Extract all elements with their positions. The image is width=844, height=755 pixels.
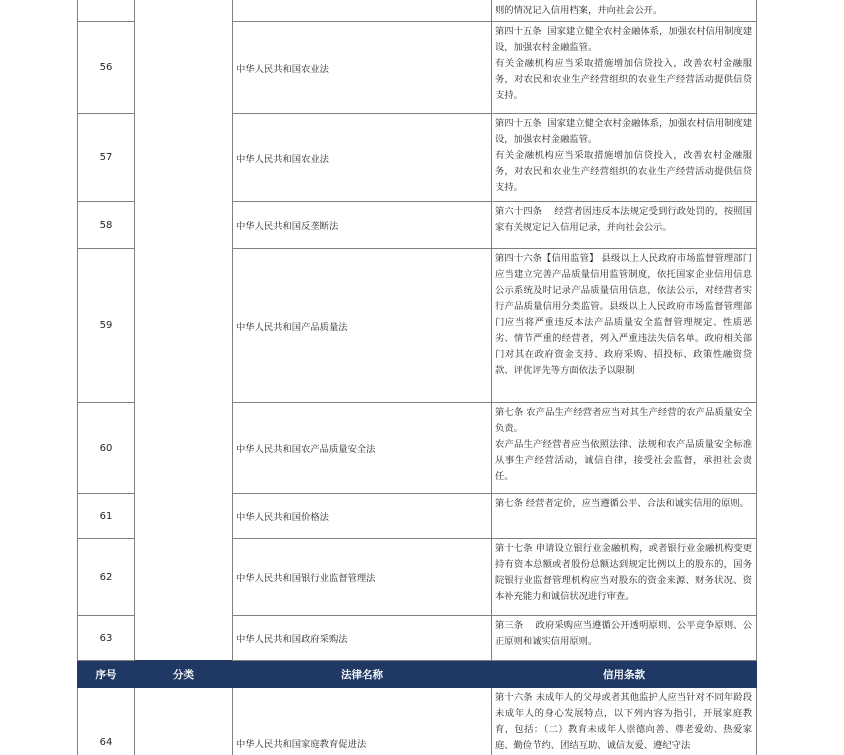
credit-clause: 第七条 农产品生产经营者应当对其生产经营的农产品质量安全负责。 农产品生产经营者应当依照法律、法规和农产品质量安全标准从事生产经营活动，诚信自律，接受社会监督，承担社会责任。 [492, 403, 757, 494]
law-name: 中华人民共和国农业法 [233, 114, 492, 202]
row-number [78, 0, 135, 22]
row-number: 60 [78, 403, 135, 494]
row-number: 56 [78, 22, 135, 114]
row-number: 61 [78, 494, 135, 539]
law-name [233, 0, 492, 22]
row-number: 62 [78, 539, 135, 616]
row-number: 64 [78, 688, 135, 755]
credit-law-table [77, 0, 757, 755]
credit-clause: 第四十五条 国家建立健全农村金融体系，加强农村信用制度建设，加强农村金融监管。 有关金融机构应当采取措施增加信贷投入，改善农村金融服务，对农民和农业生产经营组织的农业生产经营活动提供信贷支持。 [492, 114, 757, 202]
credit-clause: 第四十五条 国家建立健全农村金融体系，加强农村信用制度建设，加强农村金融监管。 有关金融机构应当采取措施增加信贷投入，改善农村金融服务，对农民和农业生产经营组织的农业生产经营活动提供信贷支持。 [492, 22, 757, 114]
row-number: 58 [78, 202, 135, 249]
law-name: 中华人民共和国农产品质量安全法 [233, 403, 492, 494]
credit-clause: 则的情况记入信用档案，并向社会公开。 [492, 0, 757, 22]
row-number: 63 [78, 616, 135, 661]
table-header-row [78, 661, 757, 688]
credit-clause: 第三条 政府采购应当遵循公开透明原则、公平竞争原则、公正原则和诚实信用原则。 [492, 616, 757, 661]
credit-clause: 第七条 经营者定价，应当遵循公平、合法和诚实信用的原则。 [492, 494, 757, 539]
law-name: 中华人民共和国农业法 [233, 22, 492, 114]
table-row [78, 688, 757, 755]
table-row [78, 0, 757, 22]
row-number: 59 [78, 249, 135, 403]
header-category: 分类 [135, 661, 233, 688]
law-name: 中华人民共和国政府采购法 [233, 616, 492, 661]
law-name: 中华人民共和国银行业监督管理法 [233, 539, 492, 616]
credit-clause: 第十七条 申请设立银行业金融机构，或者银行业金融机构变更持有资本总额或者股份总额达到规定比例以上的股东的，国务院银行业监督管理机构应当对股东的资金来源、财务状况、资本补充能力和诚信状况进行审查。 [492, 539, 757, 616]
credit-clause: 第六十四条 经营者因违反本法规定受到行政处罚的，按照国家有关规定记入信用记录，并向社会公示。 [492, 202, 757, 249]
header-credit-clause: 信用条款 [492, 661, 757, 688]
category-cell [135, 0, 233, 661]
credit-clause: 第十六条 未成年人的父母或者其他监护人应当针对不同年龄段未成年人的身心发展特点，以下列内容为指引，开展家庭教育，包括：（二）教育未成年人崇德向善、尊老爱幼、热爱家庭、勤俭节约、团结互助、诚信友爱、遵纪守法 [492, 688, 757, 755]
category-cell [135, 688, 233, 755]
law-name: 中华人民共和国家庭教育促进法 [233, 688, 492, 755]
law-name: 中华人民共和国产品质量法 [233, 249, 492, 403]
law-name: 中华人民共和国反垄断法 [233, 202, 492, 249]
law-name: 中华人民共和国价格法 [233, 494, 492, 539]
row-number: 57 [78, 114, 135, 202]
header-number: 序号 [78, 661, 135, 688]
header-law-name: 法律名称 [233, 661, 492, 688]
credit-clause: 第四十六条【信用监管】 县级以上人民政府市场监督管理部门应当建立完善产品质量信用监管制度，依托国家企业信用信息公示系统及时记录产品质量信用信息，依法公示，对经营者实行产品质量信用分类监管。县级以上人民政府市场监督管理部门应当将严重违反本法产品质量安全监督管理规定、性质恶劣、情节严重的经营者，列入严重违法失信名单。政府相关部门对其在政府资金支持、政府采购、招投标、政策性融资贷款、评优评先等方面依法予以限制 [492, 249, 757, 403]
